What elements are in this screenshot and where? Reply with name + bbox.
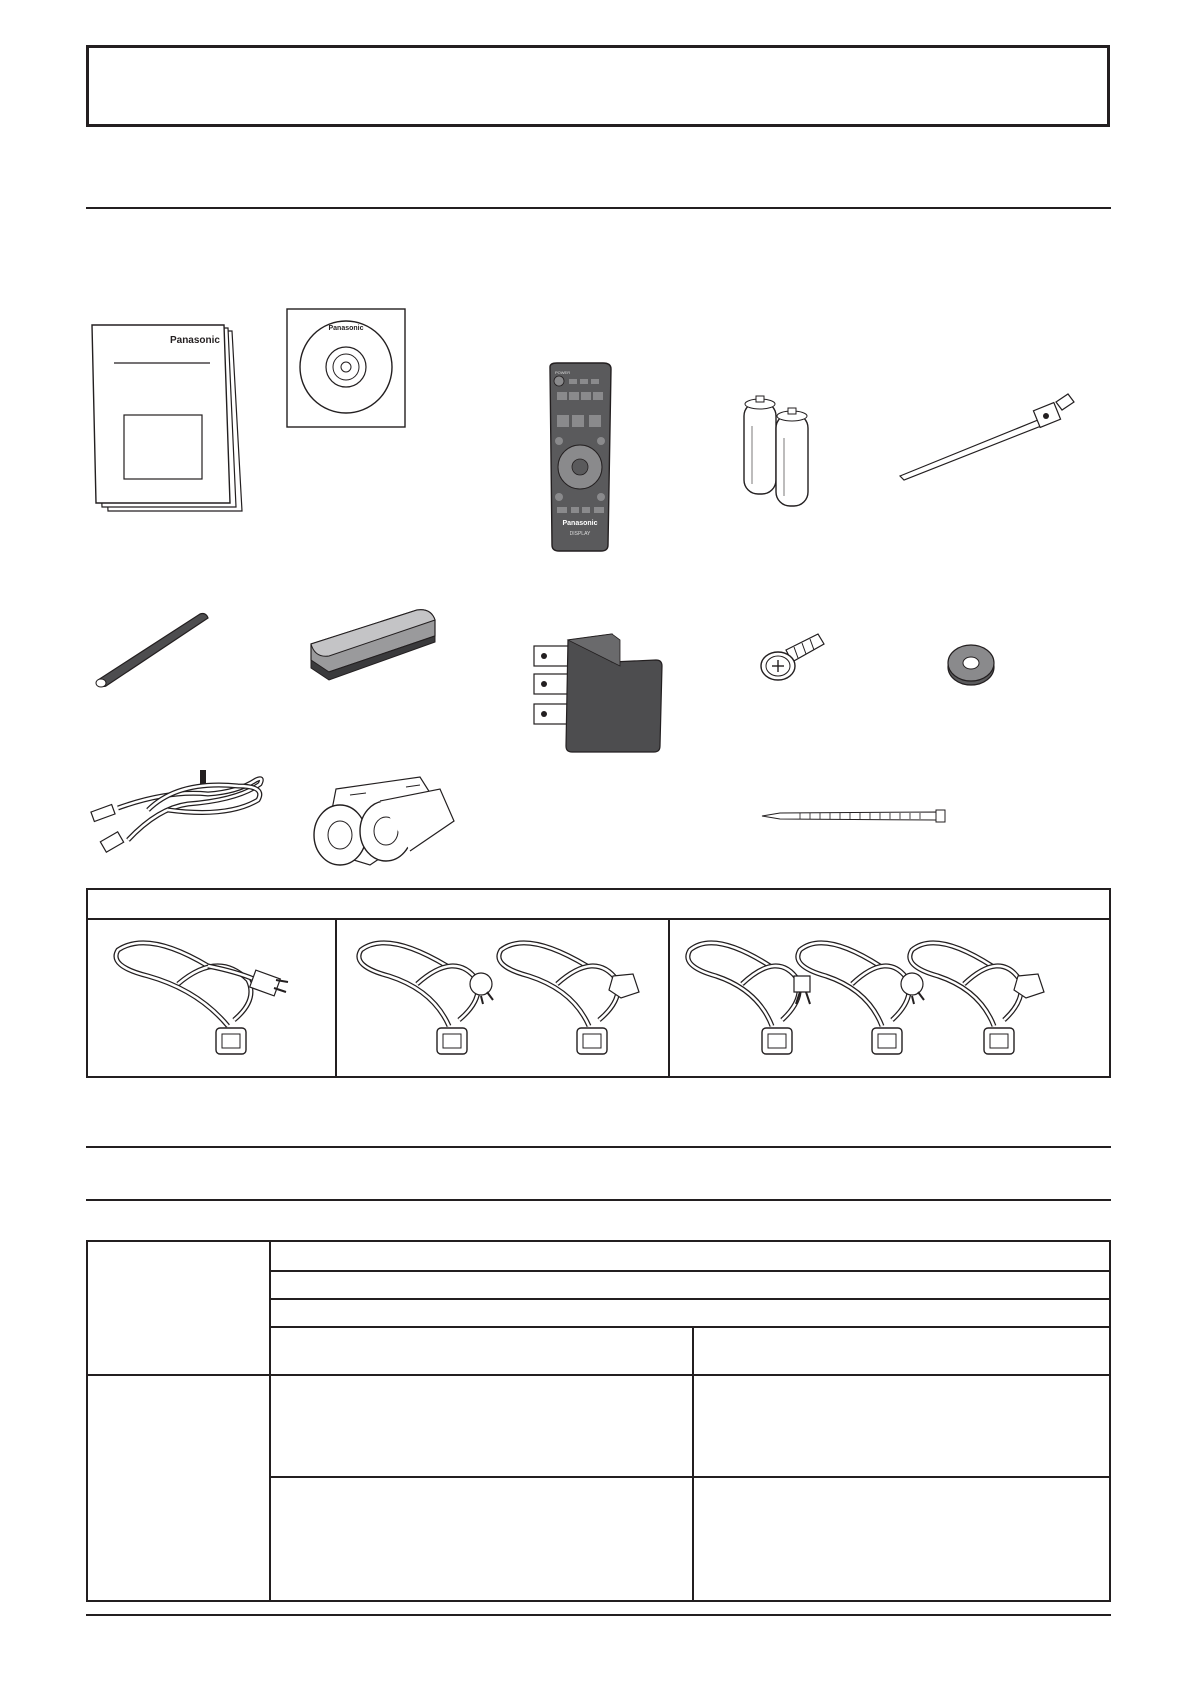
- usb-cable: [88, 770, 268, 864]
- spec-row-line-2: [269, 1298, 1109, 1300]
- cable-clamp: [898, 392, 1078, 482]
- power-cord: [116, 943, 288, 1054]
- cd-logo: Panasonic: [328, 325, 364, 332]
- eraser: [305, 606, 441, 686]
- page-title-box: [86, 45, 1110, 127]
- ferrite-cores: [310, 775, 462, 871]
- cord-group-2: [337, 920, 668, 1076]
- screw: [760, 630, 826, 686]
- cd-rom: [286, 308, 408, 430]
- remote-power-label: POWER: [555, 370, 571, 375]
- spec-row-line-5: [269, 1476, 1109, 1478]
- spec-row-line-3: [269, 1326, 1109, 1328]
- spec-row-line-4: [88, 1374, 1109, 1376]
- operating-instructions-booklet: [92, 325, 242, 515]
- booklet-logo: Panasonic: [169, 335, 220, 346]
- power-cord-table: [86, 888, 1111, 1078]
- power-cord: [359, 943, 493, 1054]
- stylus-pen: [92, 608, 212, 690]
- spec-col-divider-right: [692, 1326, 694, 1600]
- spec-row-line-1: [269, 1270, 1109, 1272]
- power-cord: [910, 943, 1044, 1054]
- mounting-bracket: [532, 634, 664, 754]
- remote-control: [545, 363, 615, 553]
- spec-col-divider-left: [269, 1242, 271, 1600]
- section-rule-2: [86, 1199, 1111, 1201]
- remote-model: DISPLAY: [569, 531, 591, 537]
- power-cord: [688, 943, 810, 1054]
- cord-group-1: [88, 920, 335, 1076]
- washer: [946, 643, 996, 687]
- power-cord: [499, 943, 639, 1054]
- remote-logo: Panasonic: [562, 520, 598, 527]
- section-rule-accessories: [86, 207, 1111, 209]
- section-rule-1: [86, 1146, 1111, 1148]
- cord-group-3: [670, 920, 1109, 1076]
- cable-tie: [760, 808, 946, 824]
- power-cord-table-header: [88, 890, 1109, 920]
- batteries: [738, 396, 818, 508]
- section-rule-bottom: [86, 1614, 1111, 1616]
- spec-table: [86, 1240, 1111, 1602]
- power-cord: [798, 943, 924, 1054]
